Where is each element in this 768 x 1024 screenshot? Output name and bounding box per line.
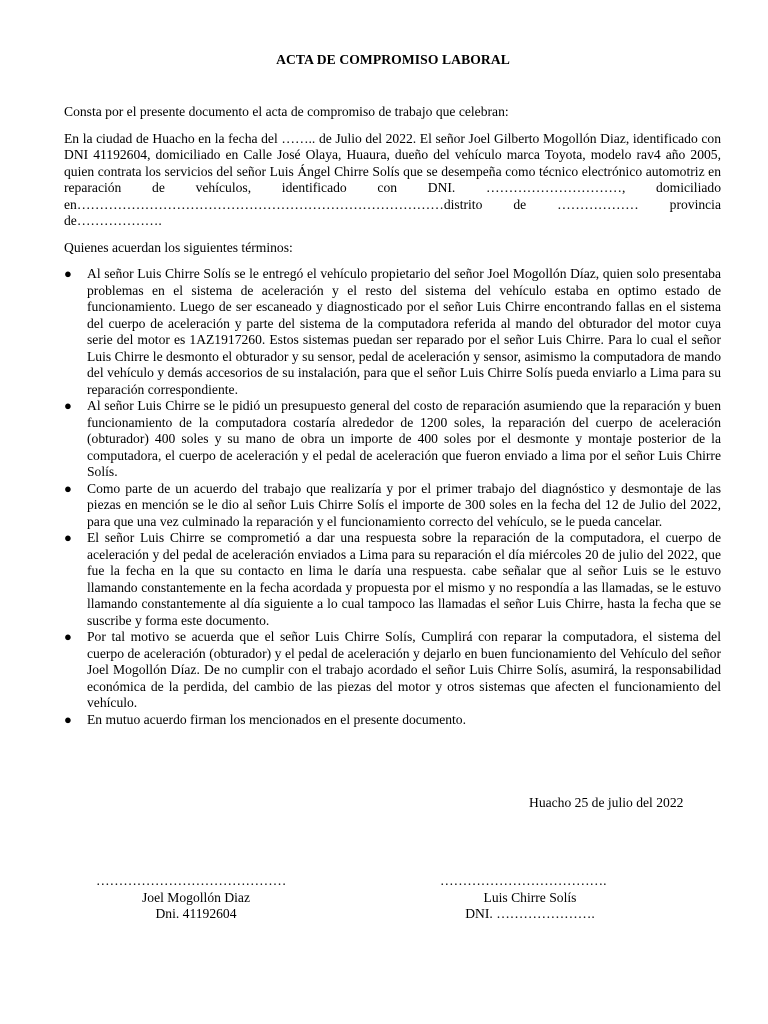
term-item	[64, 530, 721, 629]
place-date: Huacho 25 de julio del 2022	[529, 795, 684, 810]
term-text: Al señor Luis Chirre Solís se le entregó el vehículo propietario del señor Joel Mogollón Díaz, quien solo presentaba problemas en el sistema de aceleración y el resto del sistema del vehículo estaba en optimo estado de funcionamiento. Luego de ser escaneado y diagnosticado por el señor Luis Chirre encontrando fallas en el sistema del cuerpo de aceleración y parte del sistema de la computadora referida al mando del obturador del motor cuya serie del motor es 1AZ1917260. Estos sistemas puedan ser reparado por el señor Luis Chirre. Para lo cual el señor Luis Chirre le desmonto el obturador y su sensor, pedal de aceleración y sensor, asimismo la computadora de mando del vehículo y demás accesorios de su instalación, para que el señor Luis Chirre Solís pueda enviarlo a Lima para su reparación correspondiente.	[87, 266, 721, 397]
document-body	[64, 104, 721, 728]
term-item	[64, 629, 721, 712]
intro-paragraph: Consta por el presente documento el acta de compromiso de trabajo que celebran:	[64, 104, 509, 119]
term-item	[64, 481, 721, 531]
signature-block-technician	[440, 873, 620, 923]
term-text: Por tal motivo se acuerda que el señor Luis Chirre Solís, Cumplirá con reparar la computadora, el sistema del cuerpo de aceleración (obturador) y el pedal de aceleración y dejarlo en buen funcionamiento del Vehículo del señor Joel Mogollón Díaz. De no cumplir con el trabajo acordado el señor Luis Chirre Solís, asumirá, la responsabilidad económica de la perdida, del cambio de las piezas del motor y otros sistemas que afecten el funcionamiento del vehículo.	[87, 629, 721, 710]
term-text: Al señor Luis Chirre se le pidió un presupuesto general del costo de reparación asumiendo que la reparación y buen funcionamiento de la computadora costaría alrededor de 1200 soles, la reparación del cuerpo de aceleración (obturador) 400 soles y su mano de obra un importe de 400 soles por el desmonte y montaje posterior de la computadora, el cuerpo de aceleración y el pedal de aceleración que fueron enviado a lima por el señor Luis Chirre Solís.	[87, 398, 721, 479]
signature-block-owner	[96, 873, 296, 923]
bullet-icon: ●	[64, 629, 72, 644]
bullet-icon: ●	[64, 480, 72, 496]
bullet-icon: ●	[64, 266, 72, 281]
term-item	[64, 398, 721, 481]
signer-id: Dni. 41192604	[155, 906, 237, 921]
bullet-icon: ●	[64, 398, 72, 413]
signer-name: Luis Chirre Solís	[483, 889, 577, 905]
bullet-icon: ●	[64, 530, 72, 545]
signature-line: ……………………………….	[440, 873, 607, 888]
term-text: El señor Luis Chirre se comprometió a dar una respuesta sobre la reparación de la computadora, el cuerpo de aceleración y del pedal de aceleración enviados a Lima para su reparación el día miércoles 20 de julio del 2022, que fue la fecha en la que su contacto en lima le daría una respuesta. cabe señalar que al señor Luis se le estuvo llamando constantemente en la fecha acordada y propuesta por el mismo y no respondía a las llamadas, se le estuvo llamando constantemente al día siguiente a lo cual tampoco las llamadas el señor Luis Chirre, hasta la fecha que se suscribe y forma este documento.	[87, 530, 721, 628]
term-item	[64, 712, 721, 729]
document-title: ACTA DE COMPROMISO LABORAL	[276, 52, 510, 67]
terms-heading: Quienes acuerdan los siguientes términos:	[64, 239, 293, 255]
signer-name: Joel Mogollón Diaz	[142, 889, 250, 905]
term-item	[64, 266, 721, 398]
term-text: Como parte de un acuerdo del trabajo que realizaría y por el primer trabajo del diagnóstico y desmontaje de las piezas en mención se le dio al señor Luis Chirre Solís el importe de 300 soles en la fecha del 12 de Julio del 2022, para que una vez culminado la reparación y el funcionamiento correcto del vehículo, se le pueda cancelar.	[87, 480, 721, 529]
bullet-icon: ●	[64, 711, 72, 727]
signer-id: DNI. ………………….	[465, 906, 595, 921]
terms-list	[64, 266, 721, 728]
opening-paragraph: En la ciudad de Huacho en la fecha del …….. de Julio del 2022. El señor Joel Gilberto Mogollón Diaz, identificado con DNI 41192604, domiciliado en Calle José Olaya, Huaura, dueño del vehículo marca Toyota, modelo rav4 año 2005, quien contrata los servicios del señor Luis Ángel Chirre Solís que se desempeña como técnico electrónico automotriz en reparación de vehículos, identificado con DNI. …………………………, domiciliado en………………………………………………………………………distrito de ……………… provincia de……………….	[64, 130, 721, 228]
signature-line: ……………………………………	[96, 873, 287, 888]
term-text: En mutuo acuerdo firman los mencionados en el presente documento.	[87, 711, 466, 727]
